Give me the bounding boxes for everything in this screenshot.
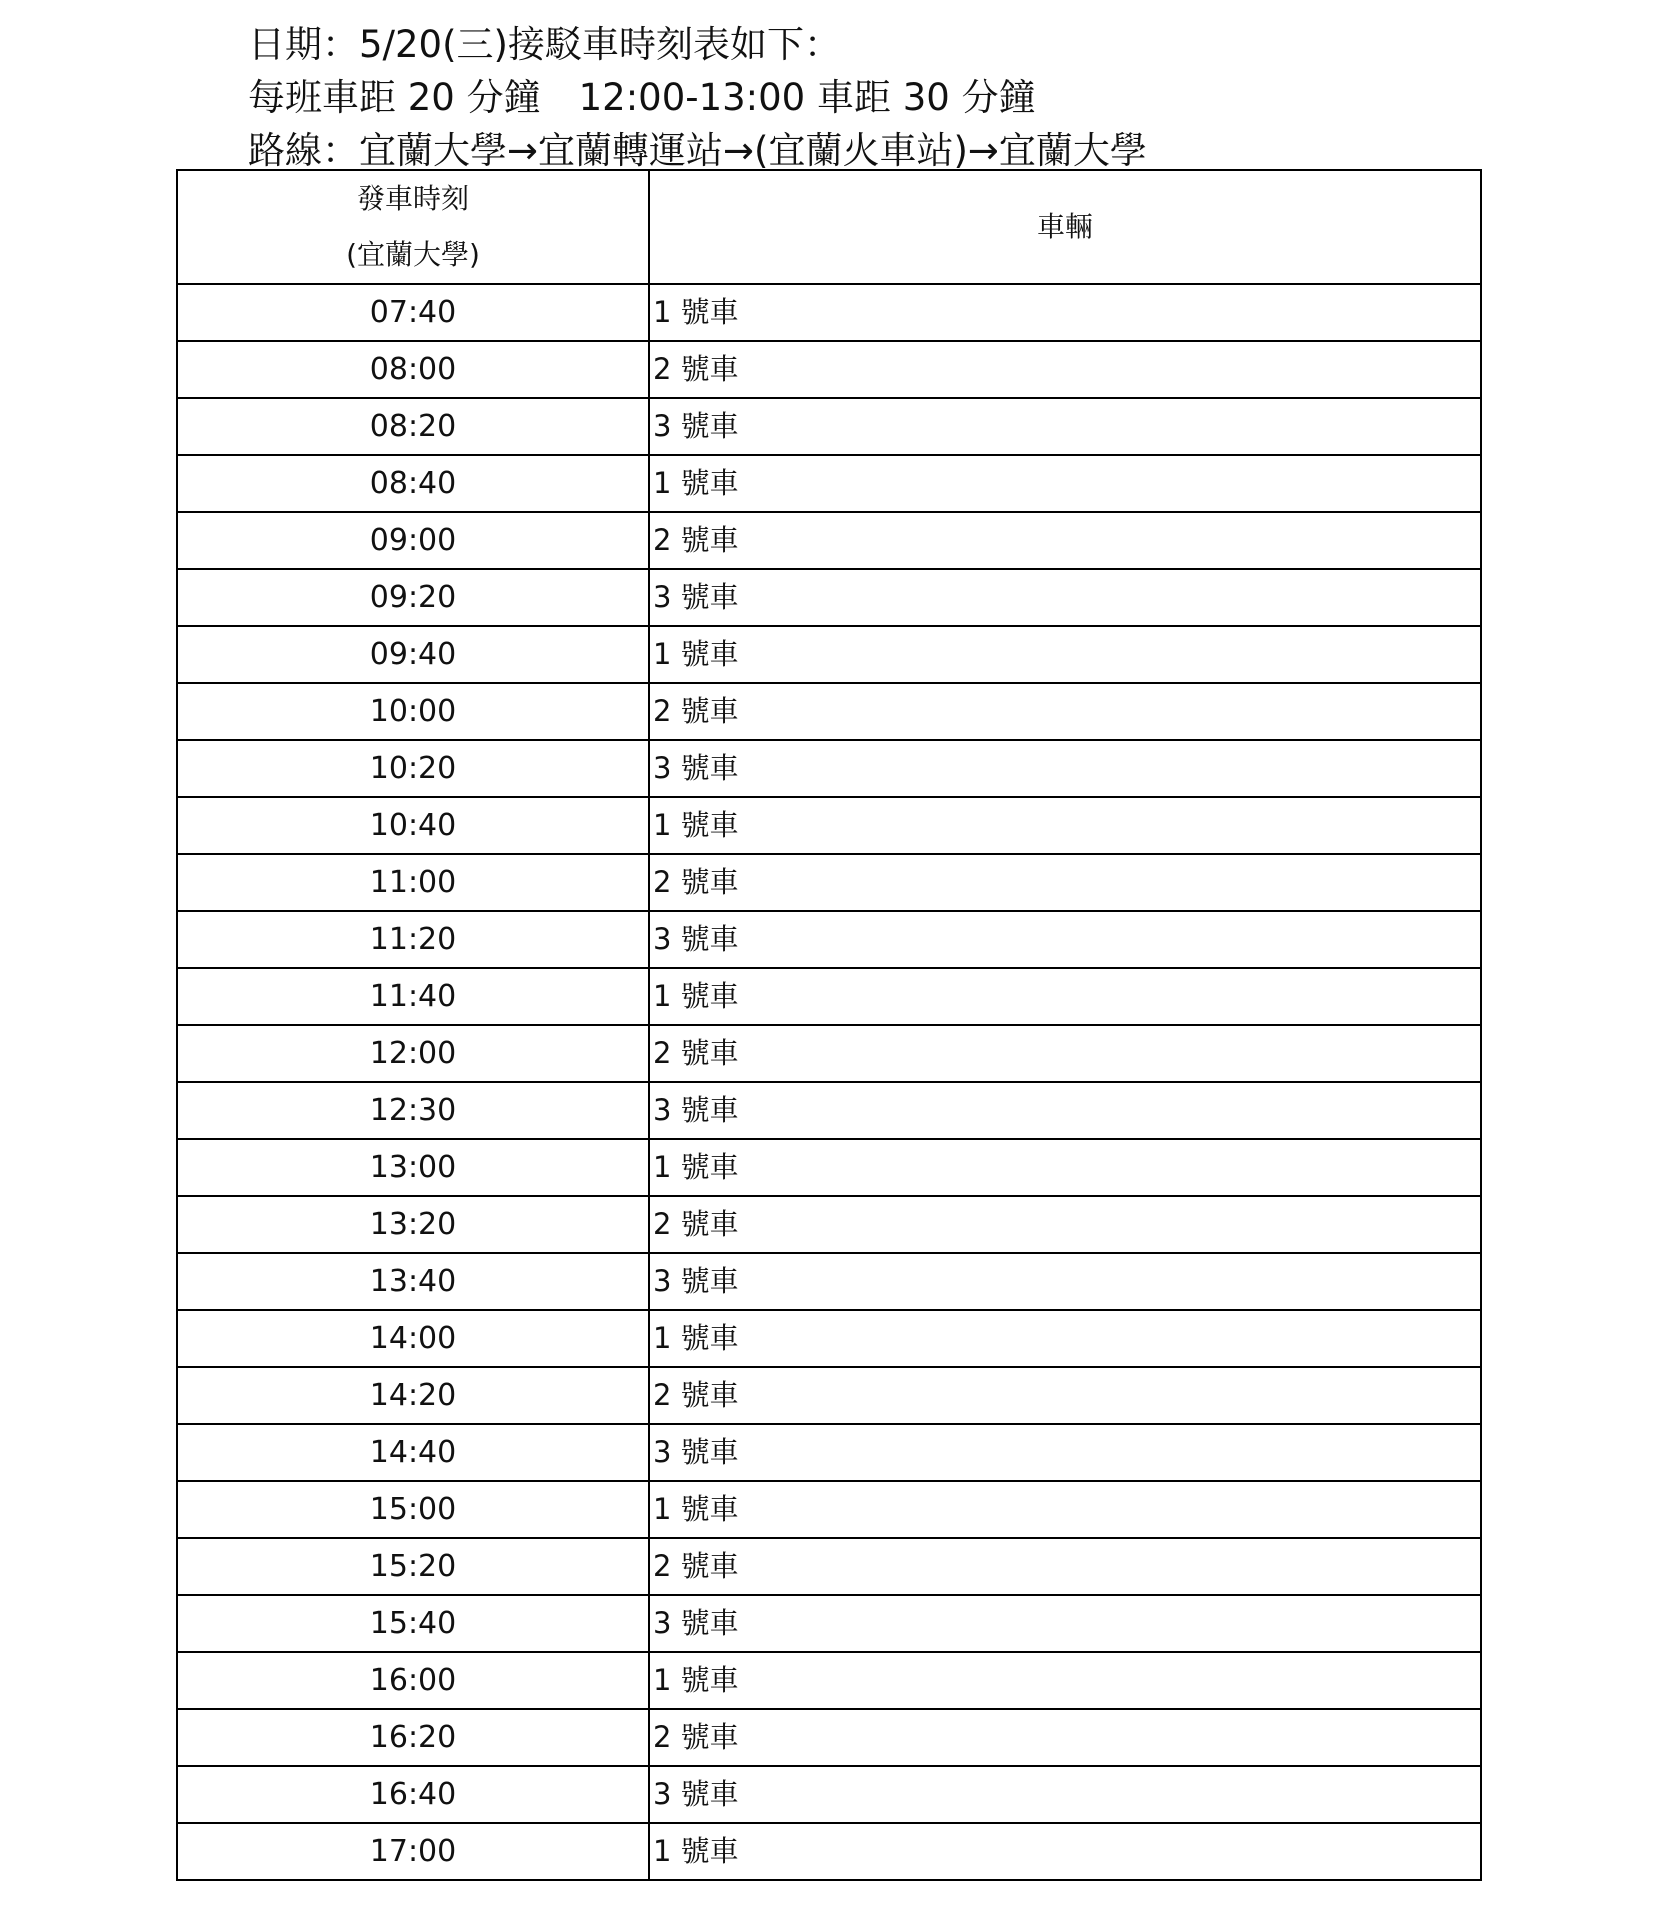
departure-time-cell: 16:40 [177,1766,649,1823]
shuttle-schedule-table [176,169,1482,1881]
table-row [177,797,1481,854]
table-row [177,398,1481,455]
vehicle-cell: 2 號車 [649,1538,1481,1595]
interval-line [248,71,1147,124]
vehicle-header: 車輛 [649,170,1481,284]
vehicle-cell: 3 號車 [649,398,1481,455]
table-row [177,1652,1481,1709]
table-row [177,911,1481,968]
vehicle-cell: 2 號車 [649,1367,1481,1424]
vehicle-cell: 2 號車 [649,1196,1481,1253]
vehicle-cell: 3 號車 [649,569,1481,626]
departure-time-header [177,170,649,284]
table-row [177,1310,1481,1367]
table-row [177,626,1481,683]
departure-time-cell: 16:00 [177,1652,649,1709]
departure-time-cell: 11:20 [177,911,649,968]
departure-time-cell: 08:20 [177,398,649,455]
date-line: 日期：5/20(三)接駁車時刻表如下： [248,23,841,66]
table-row [177,1082,1481,1139]
vehicle-cell: 2 號車 [649,1025,1481,1082]
vehicle-cell: 1 號車 [649,626,1481,683]
departure-time-cell: 13:20 [177,1196,649,1253]
interval-text: 每班車距 20 分鐘 [248,76,541,119]
departure-time-cell: 16:20 [177,1709,649,1766]
vehicle-cell: 1 號車 [649,968,1481,1025]
table-row [177,968,1481,1025]
route-line: 路線：宜蘭大學→宜蘭轉運站→(宜蘭火車站)→宜蘭大學 [248,129,1147,172]
departure-time-cell: 15:00 [177,1481,649,1538]
table-row [177,455,1481,512]
departure-location-label: (宜蘭大學) [346,238,480,271]
departure-time-cell: 10:20 [177,740,649,797]
departure-time-cell: 12:30 [177,1082,649,1139]
vehicle-cell: 1 號車 [649,1823,1481,1880]
departure-time-cell: 10:00 [177,683,649,740]
schedule-body [177,284,1481,1880]
vehicle-cell: 3 號車 [649,1595,1481,1652]
table-row [177,1538,1481,1595]
table-row [177,1481,1481,1538]
vehicle-cell: 1 號車 [649,1481,1481,1538]
departure-time-cell: 09:00 [177,512,649,569]
vehicle-cell: 3 號車 [649,911,1481,968]
table-row [177,1424,1481,1481]
departure-time-cell: 08:00 [177,341,649,398]
vehicle-cell: 3 號車 [649,1253,1481,1310]
table-row [177,569,1481,626]
departure-time-cell: 07:40 [177,284,649,341]
table-row [177,1253,1481,1310]
departure-time-cell: 17:00 [177,1823,649,1880]
departure-time-cell: 14:40 [177,1424,649,1481]
departure-time-cell: 08:40 [177,455,649,512]
departure-time-cell: 15:20 [177,1538,649,1595]
noon-interval-text: 12:00-13:00 車距 30 分鐘 [578,76,1036,119]
departure-time-cell: 13:00 [177,1139,649,1196]
vehicle-cell: 2 號車 [649,512,1481,569]
vehicle-cell: 1 號車 [649,1310,1481,1367]
vehicle-cell: 3 號車 [649,1424,1481,1481]
departure-time-cell: 13:40 [177,1253,649,1310]
table-row [177,854,1481,911]
table-row [177,683,1481,740]
table-row [177,512,1481,569]
departure-time-cell: 09:20 [177,569,649,626]
table-row [177,740,1481,797]
departure-time-cell: 11:00 [177,854,649,911]
table-row [177,1709,1481,1766]
vehicle-cell: 1 號車 [649,1652,1481,1709]
table-row [177,1766,1481,1823]
vehicle-cell: 2 號車 [649,341,1481,398]
schedule-header [248,18,1147,177]
departure-time-cell: 09:40 [177,626,649,683]
vehicle-cell: 2 號車 [649,1709,1481,1766]
table-row [177,1595,1481,1652]
departure-time-label: 發車時刻 [356,182,469,215]
table-row [177,1823,1481,1880]
departure-time-cell: 11:40 [177,968,649,1025]
departure-time-cell: 10:40 [177,797,649,854]
vehicle-cell: 2 號車 [649,683,1481,740]
table-row [177,1196,1481,1253]
vehicle-cell: 1 號車 [649,284,1481,341]
vehicle-cell: 1 號車 [649,1139,1481,1196]
table-row [177,284,1481,341]
departure-time-cell: 12:00 [177,1025,649,1082]
table-row [177,341,1481,398]
departure-time-cell: 15:40 [177,1595,649,1652]
table-header-row [177,170,1481,284]
vehicle-cell: 2 號車 [649,854,1481,911]
vehicle-cell: 1 號車 [649,797,1481,854]
departure-time-cell: 14:20 [177,1367,649,1424]
departure-time-cell: 14:00 [177,1310,649,1367]
vehicle-cell: 3 號車 [649,740,1481,797]
vehicle-cell: 3 號車 [649,1082,1481,1139]
table-row [177,1139,1481,1196]
vehicle-cell: 1 號車 [649,455,1481,512]
vehicle-cell: 3 號車 [649,1766,1481,1823]
table-row [177,1367,1481,1424]
table-row [177,1025,1481,1082]
